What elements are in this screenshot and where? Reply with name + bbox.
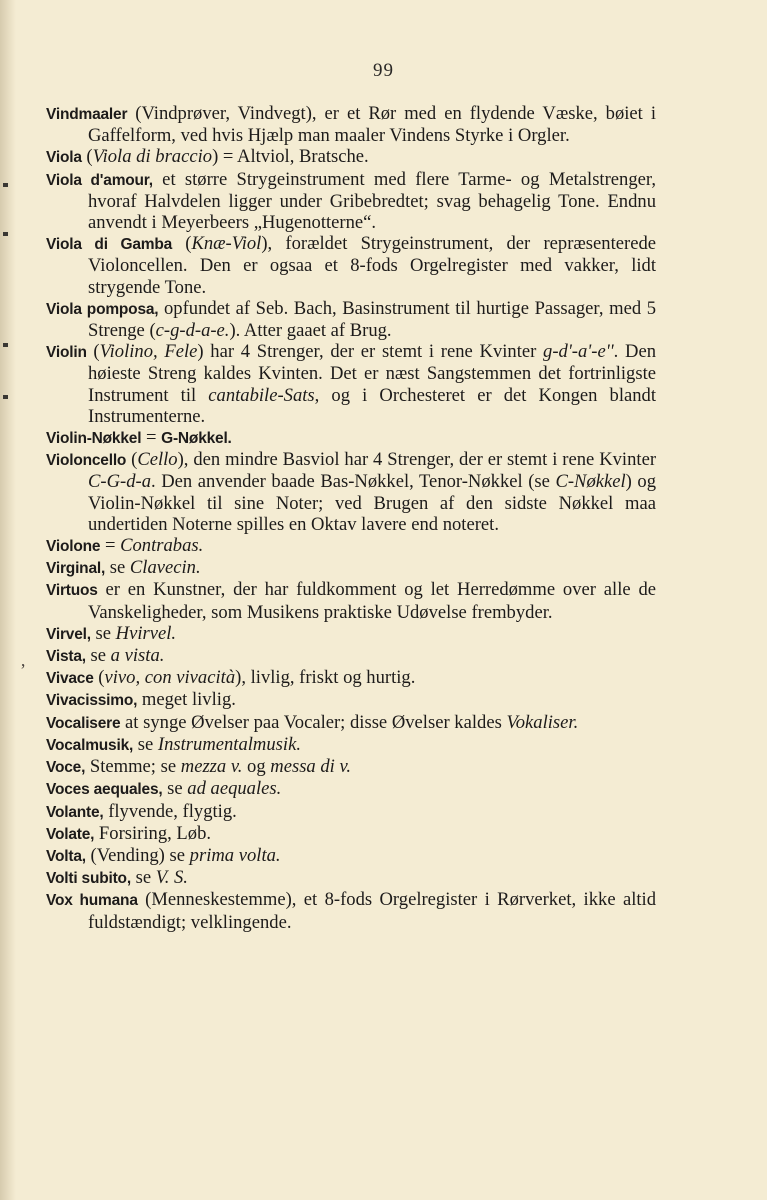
margin-tick-mark: ʼ xyxy=(20,660,26,680)
page-number: 99 xyxy=(373,60,394,81)
entry-text: ), den mindre Basviol har 4 Strenger, der er stemt i rene Kvinter xyxy=(177,449,657,471)
entry-text: at synge Øvelser paa Vocaler; disse Øvelser kaldes xyxy=(120,711,507,733)
entry-text: se xyxy=(133,733,158,755)
entry-italic-term: vivo, con vivacità xyxy=(104,667,236,689)
entry-text: se xyxy=(162,778,188,800)
entry-italic-term: Violino, Fele xyxy=(99,341,198,363)
entry-text: et større Strygeinstrument med flere Tarme- og Metalstrenger, hvoraf Halvdelen ligger under Gribebredtet; svag behagelig Tone. Endnu anvendt i Meyerbeers „Hugenotterne“. xyxy=(88,168,656,234)
entry-text: Forsiring, Løb. xyxy=(94,822,212,844)
entry-text: ( xyxy=(126,449,138,471)
dictionary-entry xyxy=(46,623,656,645)
dictionary-entry xyxy=(46,103,656,146)
entry-headword: Virginal, xyxy=(46,560,106,578)
entry-text: Stemme; se xyxy=(85,756,181,778)
entry-text: = xyxy=(141,427,162,449)
dictionary-entry xyxy=(46,823,656,845)
entry-headword: Voce, xyxy=(46,759,86,777)
margin-mark xyxy=(3,232,8,236)
entry-headword: Violin-Nøkkel xyxy=(46,430,142,448)
entry-text: (Menneskestemme), et 8-fods Orgelregister i Rørverket, ikke altid fuldstændigt; velklingende. xyxy=(88,889,656,933)
entry-italic-term: a vista. xyxy=(110,645,165,667)
entry-text: ( xyxy=(93,667,105,689)
entry-text: ( xyxy=(86,341,100,363)
entry-italic-term: Knæ-Viol xyxy=(191,233,262,255)
entry-text: ) og Violin-Nøkkel til sine Noter; ved Brugen af den sidste Nøkkel maa undertiden Noterne spilles en Oktav lavere end noteret. xyxy=(88,471,657,535)
page-spine-shadow xyxy=(0,0,16,1200)
entry-text: ). Atter gaaet af Brug. xyxy=(229,320,392,342)
entry-text: opfundet af Seb. Bach, Basinstrument til hurtige Passager, med 5 Strenge ( xyxy=(88,297,657,342)
entry-text: (Vindprøver, Vindvegt), er et Rør med en flydende Væske, bøiet i Gaffelform, ved hvis Hjælp man maaler Vindens Styrke i Orgler. xyxy=(88,103,656,147)
entry-headword: Vista, xyxy=(46,648,86,666)
dictionary-entry xyxy=(46,233,656,298)
entry-italic-term: V. S. xyxy=(155,867,188,889)
dictionary-entry xyxy=(46,712,656,734)
entry-text: . Den høieste Streng kaldes Kvinten. Det er næst Sangstemmen det fortrinligste Instrument til xyxy=(88,341,657,406)
entry-headword: Vocalisere xyxy=(46,714,121,732)
dictionary-entry xyxy=(46,535,656,557)
dictionary-entry xyxy=(46,579,656,622)
entry-headword: Vivace xyxy=(46,670,94,688)
margin-mark xyxy=(3,183,8,187)
dictionary-entry xyxy=(46,146,656,168)
entry-italic-term: prima volta. xyxy=(189,844,281,866)
entry-text: ), livlig, friskt og hurtig. xyxy=(235,667,416,689)
entry-text: meget livlig. xyxy=(137,689,236,711)
dictionary-entry xyxy=(46,801,656,823)
entry-italic-term: c-g-d-a-e. xyxy=(155,320,230,342)
entry-headword: Viola xyxy=(46,149,82,167)
entry-text: = xyxy=(100,535,121,557)
entry-italic-term: Instrumentalmusik. xyxy=(157,733,301,755)
entry-italic-term: Hvirvel. xyxy=(115,622,177,644)
entry-headword: Vox humana xyxy=(46,892,138,910)
entry-text: ) har 4 Strenger, der er stemt i rene Kvinter xyxy=(197,341,544,363)
dictionary-entry xyxy=(46,778,656,800)
entry-text: se xyxy=(105,557,130,579)
entry-text: ( xyxy=(172,233,192,255)
entry-italic-term: Contrabas. xyxy=(120,535,204,557)
entry-headword: Volta, xyxy=(46,847,86,865)
entry-text: ), forældet Strygeinstrument, der repræsenterede Violoncellen. Den er ogsaa et 8-fods Orgelregister med vakker, lidt strygende Tone. xyxy=(88,233,656,298)
dictionary-entry xyxy=(46,867,656,889)
entry-text: og xyxy=(242,756,271,778)
entry-headword: Volante, xyxy=(46,803,104,821)
dictionary-entry xyxy=(46,667,656,689)
entry-text: se xyxy=(85,645,111,667)
dictionary-entry xyxy=(46,298,656,341)
entry-headword: Vivacissimo, xyxy=(46,692,138,710)
entry-headword: Vindmaaler xyxy=(46,106,128,123)
entry-text: flyvende, flygtig. xyxy=(103,800,237,822)
entry-headword: Virtuos xyxy=(46,582,98,600)
entry-text: , og i Orchesteret er det Kongen blandt Instrumenterne. xyxy=(88,384,657,427)
entry-text: er en Kunstner, der har fuldkomment og let Herredømme over alle de Vanskeligheder, som Musikens praktiske Udøvelse frembyder. xyxy=(88,579,656,623)
dictionary-entry xyxy=(46,689,656,711)
entry-italic-term: C-G-d-a xyxy=(88,471,151,493)
entry-text: se xyxy=(130,867,156,889)
entry-italic-term: Viola di braccio xyxy=(92,146,213,168)
dictionary-entry xyxy=(46,645,656,667)
entry-text: ) = Altviol, Bratsche. xyxy=(212,146,369,168)
entry-text: ( xyxy=(81,146,93,168)
entry-headword: Violoncello xyxy=(46,452,127,470)
entry-italic-term: mezza v. xyxy=(180,756,243,778)
entry-headword: Voces aequales, xyxy=(46,781,163,799)
entry-italic-term: Clavecin. xyxy=(129,557,201,579)
entry-headword: Volti subito, xyxy=(46,870,131,888)
dictionary-entry xyxy=(46,845,656,867)
entry-headword: Viola d'amour, xyxy=(46,171,153,189)
entry-italic-term: C-Nøkkel xyxy=(555,471,626,493)
entry-headword: Viola di Gamba xyxy=(46,236,173,254)
entry-italic-term: Vokaliser. xyxy=(506,711,579,733)
entry-headword: Violone xyxy=(46,538,101,556)
dictionary-entry xyxy=(46,889,656,932)
entry-italic-term: Cello xyxy=(137,449,178,471)
entry-headword: Viola pomposa, xyxy=(46,300,159,318)
entry-italic-term: cantabile-Sats xyxy=(208,384,315,406)
entry-italic-term: g-d'-a'-e'' xyxy=(543,341,614,363)
entry-italic-term: ad aequales. xyxy=(187,778,282,800)
dictionary-entry xyxy=(46,341,656,427)
dictionary-entries xyxy=(46,103,656,933)
entry-italic-term: messa di v. xyxy=(270,756,352,778)
entry-text: se xyxy=(90,622,116,644)
entry-headword: Virvel, xyxy=(46,625,91,643)
margin-mark xyxy=(3,343,8,347)
dictionary-entry xyxy=(46,557,656,579)
dictionary-entry xyxy=(46,449,656,535)
dictionary-entry xyxy=(46,427,656,449)
dictionary-entry xyxy=(46,734,656,756)
entry-headword: Vocalmusik, xyxy=(46,736,134,754)
entry-headword: Volate, xyxy=(46,825,95,843)
margin-mark xyxy=(3,395,8,399)
dictionary-entry xyxy=(46,756,656,778)
dictionary-entry xyxy=(46,169,656,234)
entry-text: . Den anvender baade Bas-Nøkkel, Tenor-Nøkkel (se xyxy=(151,471,556,493)
entry-text: (Vending) se xyxy=(85,844,190,866)
entry-headword: Violin xyxy=(46,344,87,362)
entry-headword: G-Nøkkel. xyxy=(161,430,232,448)
